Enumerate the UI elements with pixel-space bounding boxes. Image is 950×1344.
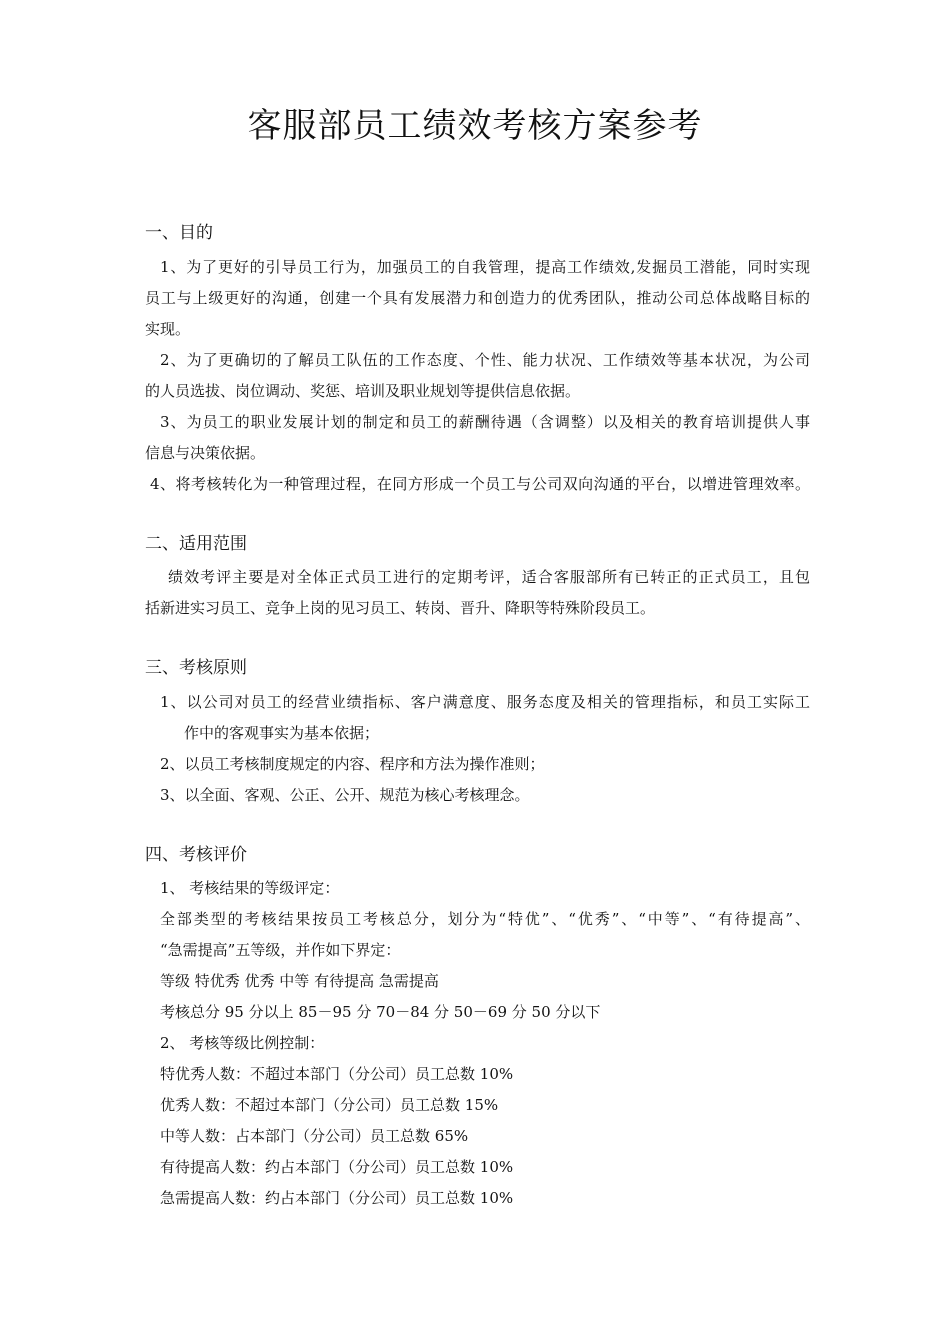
paragraph-line: 全部类型的考核结果按员工考核总分，划分为“特优”、“优秀”、“中等”、“有待提高”、 [160, 910, 810, 928]
ratio-line: 急需提高人数：约占本部门（分公司）员工总数 10% [160, 1189, 514, 1207]
ratio-line: 有待提高人数：约占本部门（分公司）员工总数 10% [160, 1158, 514, 1176]
paragraph-line: 员工与上级更好的沟通，创建一个具有发展潜力和创造力的优秀团队，推动公司总体战略目标的 [145, 289, 810, 307]
ratio-line: 特优秀人数：不超过本部门（分公司）员工总数 10% [160, 1065, 514, 1083]
grade-row: 等级 特优秀 优秀 中等 有待提高 急需提高 [160, 972, 439, 990]
ratio-line: 优秀人数：不超过本部门（分公司）员工总数 15% [160, 1096, 499, 1114]
paragraph-line: 2、为了更确切的了解员工队伍的工作态度、个性、能力状况、工作绩效等基本状况，为公司 [160, 351, 810, 369]
ratio-line: 中等人数：占本部门（分公司）员工总数 65% [160, 1127, 469, 1145]
paragraph-line: 信息与决策依据。 [145, 444, 266, 462]
paragraph-line: 1、 考核结果的等级评定： [160, 879, 340, 897]
list-item: 2、以员工考核制度规定的内容、程序和方法为操作准则； [160, 755, 545, 773]
paragraph-line: 1、为了更好的引导员工行为，加强员工的自我管理，提高工作绩效,发掘员工潜能，同时实现 [160, 258, 810, 276]
list-item: 3、以全面、客观、公正、公开、规范为核心考核理念。 [160, 786, 530, 804]
document-title: 客服部员工绩效考核方案参考 [247, 106, 703, 146]
score-row: 考核总分 95 分以上 85－95 分 70－84 分 50－69 分 50 分以下 [160, 1003, 601, 1021]
list-item: 1、以公司对员工的经营业绩指标、客户满意度、服务态度及相关的管理指标，和员工实际工 [160, 693, 810, 711]
section-heading-scope: 二、适用范围 [145, 534, 247, 554]
list-item: 作中的客观事实为基本依据； [184, 724, 380, 742]
section-heading-principles: 三、考核原则 [145, 658, 247, 678]
paragraph-line: 的人员选拔、岗位调动、奖惩、培训及职业规划等提供信息依据。 [145, 382, 581, 400]
paragraph-line: “急需提高”五等级，并作如下界定： [160, 941, 401, 959]
paragraph-line: 4、将考核转化为一种管理过程，在同方形成一个员工与公司双向沟通的平台，以增进管理效率。 [150, 475, 810, 493]
paragraph-line: 括新进实习员工、竞争上岗的见习员工、转岗、晋升、降职等特殊阶段员工。 [145, 599, 656, 617]
paragraph-line: 2、 考核等级比例控制： [160, 1034, 325, 1052]
section-heading-purpose: 一、目的 [145, 223, 213, 243]
paragraph-line: 实现。 [145, 320, 191, 338]
paragraph-line: 绩效考评主要是对全体正式员工进行的定期考评，适合客服部所有已转正的正式员工，且包 [168, 568, 810, 586]
section-heading-evaluation: 四、考核评价 [145, 845, 247, 865]
paragraph-line: 3、为员工的职业发展计划的制定和员工的薪酬待遇（含调整）以及相关的教育培训提供人事 [160, 413, 810, 431]
